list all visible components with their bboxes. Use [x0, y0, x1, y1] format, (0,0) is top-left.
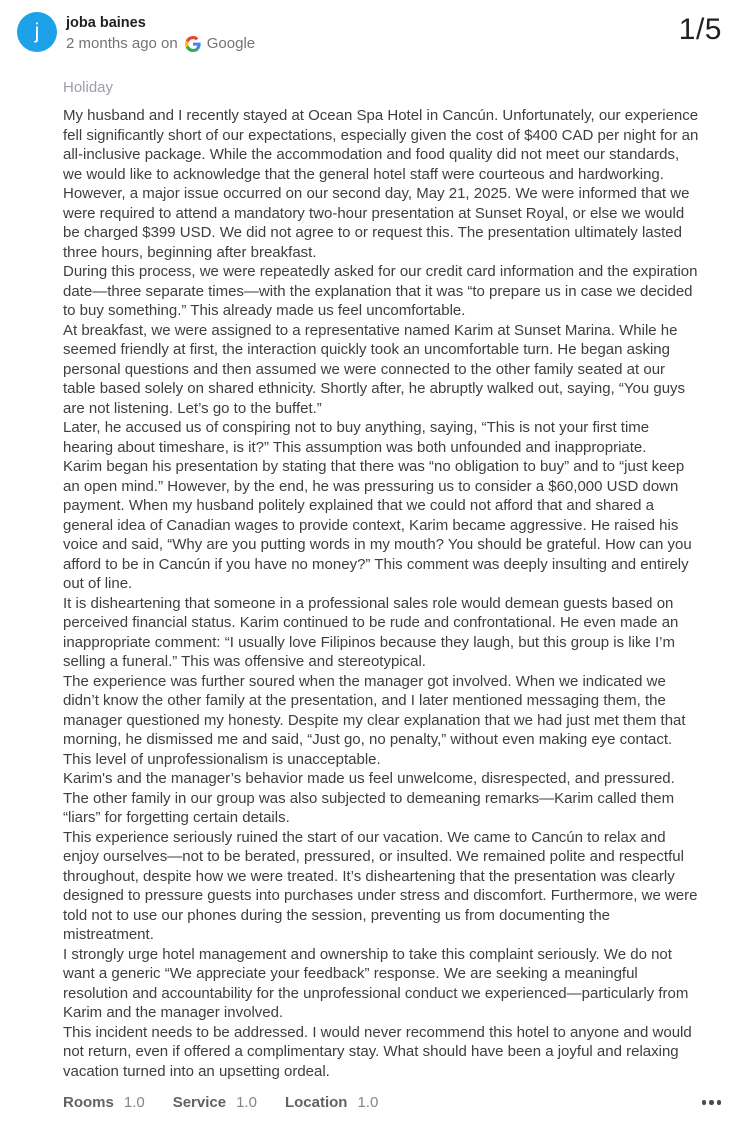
review-header	[17, 10, 722, 54]
review-paragraph: It is disheartening that someone in a professional sales role would demean guests based on perceived financial status. Karim continued to be rude and confrontational. He even made an inappropriate comment: “I usually love Filipinos because they laugh, but this group is like I’m selling a funeral.” This was offensive and stereotypical.	[63, 594, 679, 670]
review-time-ago: 2 months ago on	[66, 35, 178, 52]
sub-rating-label: Rooms	[63, 1094, 114, 1111]
review-paragraph: This incident needs to be addressed. I would never recommend this hotel to anyone and would not return, even if offered a complimentary stay. What should have been a joyful and relaxing vacation turned into an upsetting ordeal.	[63, 1023, 692, 1080]
avatar[interactable]	[17, 12, 57, 52]
more-options-dot	[709, 1100, 714, 1105]
review-paragraph: Karim's and the manager’s behavior made us feel unwelcome, disrespected, and pressured. The other family in our group was also subjected to demeaning remarks—Karim called them “liars” for forgetting certain details.	[63, 770, 675, 826]
review-paragraph: During this process, we were repeatedly asked for our credit card information and the expiration date—three separate times—with the explanation that it was “to prepare us in case we decided to buy something.” This already made us feel uncomfortable.	[63, 263, 698, 319]
sub-rating-value: 1.0	[123, 1094, 145, 1111]
review-paragraph: The experience was further soured when the manager got involved. When we indicated we didn’t know the other family at the presentation, and I later mentioned messaging them, the manager questioned my honesty. Despite my clear explanation that we had just met them that morning, he dismissed me and said, “Just go, no penalty,” without even making eye contact. This level of unprofessionalism is unacceptable.	[63, 672, 686, 768]
review-paragraph: This experience seriously ruined the start of our vacation. We came to Cancún to relax and enjoy ourselves—not to be berated, pressured, or insulted. We remained polite and respectful throughout, despite how we were treated. It’s disheartening that the presentation was clearly designed to pressure guests into purchases under stress and discomfort. Furthermore, we were told not to use our phones during the session, preventing us from documenting the mistreatment.	[63, 828, 698, 943]
google-logo-icon	[185, 36, 201, 52]
sub-rating-label: Service	[172, 1094, 227, 1111]
sub-rating-value: 1.0	[357, 1094, 379, 1111]
review-paragraph: My husband and I recently stayed at Ocean Spa Hotel in Cancún. Unfortunately, our experience fell significantly short of our expectations, especially given the cost of $400 CAD per night for an all-inclusive package. While the accommodation and food quality did not meet our standards, we would like to acknowledge that the general hotel staff were courteous and hardworking.	[63, 107, 699, 183]
reviewer-info	[66, 10, 679, 54]
review-paragraph: I strongly urge hotel management and ownership to take this complaint seriously. We do not want a generic “We appreciate your feedback” response. We are seeking a meaningful resolution and accountability for the unprofessional conduct we experienced—particularly from Karim and the manager involved.	[63, 945, 689, 1021]
sub-rating-value: 1.0	[236, 1094, 257, 1111]
review-source[interactable]: Google	[206, 35, 256, 52]
sub-rating-rooms	[63, 1094, 145, 1111]
review-text	[63, 106, 701, 1081]
sub-rating-location	[285, 1094, 378, 1111]
review-meta	[66, 34, 679, 54]
trip-type-label: Holiday	[63, 79, 114, 96]
sub-ratings	[63, 1094, 378, 1111]
reviewer-name[interactable]: joba baines	[66, 15, 146, 31]
review-paragraph: At breakfast, we were assigned to a representative named Karim at Sunset Marina. While he seemed friendly at first, the interaction quickly took an uncomfortable turn. He began asking personal questions and then assumed we were connected to the other family seated at our table based solely on shared ethnicity. Shortly after, he abruptly walked out, saying, “You guys are not listening. Let’s go to the buffet.”	[63, 321, 686, 417]
sub-rating-service	[173, 1094, 257, 1111]
review-footer	[63, 1094, 723, 1111]
review-paragraph: However, a major issue occurred on our second day, May 21, 2025. We were informed that we were required to attend a mandatory two-hour presentation at Sunset Royal, or else we would be charged $399 USD. We did not agree to or request this. The presentation ultimately lasted three hours, beginning after breakfast.	[63, 185, 690, 261]
rating-value: 1/5	[678, 13, 722, 46]
more-options-dot	[702, 1100, 707, 1105]
review-paragraph: Karim began his presentation by stating that there was “no obligation to buy” and to “just keep an open mind.” However, by the end, he was pressuring us to consider a $60,000 USD down payment. When my husband politely explained that we could not afford that and shared a general idea of Canadian wages to provide context, Karim became aggressive. He raised his voice and said, “Why are you putting words in my mouth? You should be grateful. How can you afford to be in Cancún if you have no money?” This comment was deeply insulting and entirely out of line.	[63, 458, 692, 592]
more-options-button[interactable]	[700, 1096, 724, 1109]
review-paragraph: Later, he accused us of conspiring not to buy anything, saying, “This is not your first time hearing about timeshare, is it?” This assumption was both unfounded and inappropriate.	[63, 419, 650, 456]
review-content	[63, 78, 722, 1081]
more-options-dot	[717, 1100, 722, 1105]
sub-rating-label: Location	[284, 1094, 348, 1111]
avatar-initial: j	[34, 20, 40, 43]
